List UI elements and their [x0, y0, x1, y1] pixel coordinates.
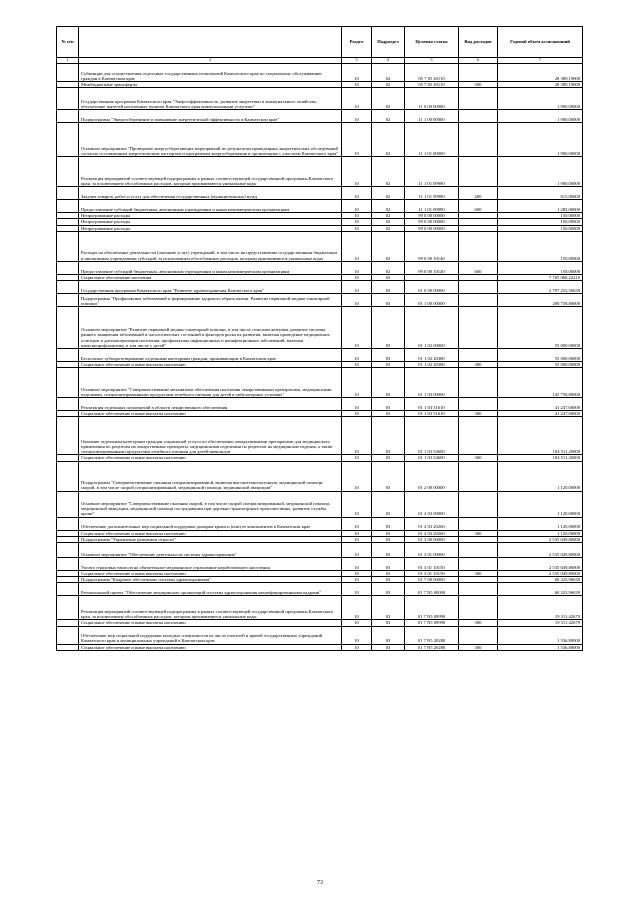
- row-target-article: 99 0 00 10140: [405, 261, 459, 274]
- row-podrazdel: 03: [372, 558, 405, 571]
- table-row: [57, 307, 583, 349]
- row-expense-type: 500: [459, 82, 498, 88]
- row-podrazdel: 02: [372, 200, 405, 213]
- row-name: Государственная программа Камчатского края "Энергоэффективность, развитие энергетики и коммунального хозяйства, обеспечение жителей населенных пунктов Камчатского края коммунальными услугами": [79, 88, 342, 110]
- row-target-article: 05 7 05 40110: [405, 64, 459, 82]
- row-name: Обеспечение дополнительных мер социальной поддержки донорам крови и (или) ее компонентов в Камчатском крае: [79, 517, 342, 530]
- row-name: Подпрограмма "Профилактика заболеваний и формирование здорового образа жизни. Развитие первичной медико-санитарной помощи": [79, 294, 342, 307]
- row-target-article: 01 3 00 00000: [405, 536, 459, 542]
- row-amount: 7 765 068,22210: [498, 274, 583, 280]
- row-razdel: 10: [342, 82, 372, 88]
- row-podrazdel: 02: [372, 88, 405, 110]
- row-target-article: 99 0 00 00000: [405, 219, 459, 225]
- row-amount: 19 311,42679: [498, 620, 583, 626]
- row-podrazdel: 03: [372, 491, 405, 517]
- row-razdel: 10: [342, 417, 372, 455]
- row-podrazdel: 02: [372, 261, 405, 274]
- row-name: Непрограммные расходы: [79, 219, 342, 225]
- row-expense-type: [459, 398, 498, 411]
- row-podrazdel: 03: [372, 281, 405, 294]
- table-row: [57, 64, 583, 82]
- row-target-article: 01 0 00 00000: [405, 281, 459, 294]
- row-name: Субвенции для осуществления отдельных государственных полномочий Камчатского края по социальному обслуживанию граждан в Камчатском крае: [79, 64, 342, 82]
- row-name: Социальное обеспечение и иные выплаты населению: [79, 530, 342, 536]
- row-num: [57, 200, 79, 213]
- row-target-article: 01 1 03 51610: [405, 398, 459, 411]
- table-row: [57, 110, 583, 123]
- row-target-article: 05 7 05 40110: [405, 82, 459, 88]
- row-expense-type: 300: [459, 644, 498, 650]
- row-target-article: 01 1 02 00000: [405, 307, 459, 349]
- row-expense-type: [459, 64, 498, 82]
- row-podrazdel: 03: [372, 543, 405, 558]
- row-name: Предоставление субсидий бюджетным, автономным учреждениям и иным некоммерческим организациям: [79, 200, 342, 213]
- row-razdel: 10: [342, 110, 372, 123]
- row-razdel: 10: [342, 644, 372, 650]
- row-target-article: 01 2 00 00000: [405, 461, 459, 491]
- row-target-article: 11 1 01 09990: [405, 187, 459, 200]
- row-podrazdel: 03: [372, 274, 405, 280]
- row-target-article: 01 1 02 20380: [405, 349, 459, 362]
- row-num: [57, 187, 79, 200]
- row-podrazdel: 03: [372, 626, 405, 644]
- row-target-article: 01 3 01 10150: [405, 571, 459, 577]
- row-podrazdel: 03: [372, 461, 405, 491]
- row-expense-type: [459, 88, 498, 110]
- header-name: [79, 27, 342, 58]
- row-podrazdel: 03: [372, 411, 405, 417]
- row-expense-type: 600: [459, 200, 498, 213]
- row-name: Подпрограмма "Энергосбережение и повышение энергетической эффективности в Камчатском крае": [79, 110, 342, 123]
- row-razdel: 10: [342, 200, 372, 213]
- row-target-article: 01 7 N5 00000: [405, 583, 459, 596]
- row-podrazdel: 03: [372, 583, 405, 596]
- row-num: [57, 644, 79, 650]
- row-target-article: 99 0 00 10140: [405, 231, 459, 261]
- row-podrazdel: 02: [372, 231, 405, 261]
- row-name: Основное мероприятие "Совершенствование механизмов обеспечения населения лекарственными препаратами, медицинскими изделиями, специализированными продуктами лечебного питания для детей в амбулаторных условиях": [79, 368, 342, 398]
- row-podrazdel: 03: [372, 362, 405, 368]
- row-amount: 145 758,80000: [498, 368, 583, 398]
- table-row: [57, 644, 583, 650]
- row-amount: 2 797 252,56639: [498, 281, 583, 294]
- row-amount: 150,00000: [498, 213, 583, 219]
- row-target-article: 11 1 01 00000: [405, 123, 459, 157]
- row-num: [57, 231, 79, 261]
- row-amount: 19 311,42679: [498, 596, 583, 620]
- row-name: Закупка товаров, работ и услуг для обеспечения государственных (муниципальных) нужд: [79, 187, 342, 200]
- table-row: [57, 231, 583, 261]
- row-name: Региональный проект "Обеспечение медицинских организаций системы здравоохранения квалифицированными кадрами": [79, 583, 342, 596]
- row-amount: 60 323,96639: [498, 577, 583, 583]
- row-amount: 41 247,60000: [498, 411, 583, 417]
- row-expense-type: [459, 110, 498, 123]
- row-num: [57, 558, 79, 571]
- row-razdel: 10: [342, 307, 372, 349]
- row-name: Основное мероприятие "Проведение энергосберегающих мероприятий по результатам проведенных энергетических обследований согласно составленным энергетическим паспортам и программам энергосбережения в организациях с участием Камчатского края": [79, 123, 342, 157]
- header-target-article: Целевая статья: [405, 27, 459, 58]
- row-podrazdel: 03: [372, 571, 405, 577]
- row-amount: 2 535 049,80000: [498, 571, 583, 577]
- table-row: [57, 417, 583, 455]
- page-number: 73: [317, 880, 323, 886]
- row-razdel: 10: [342, 577, 372, 583]
- row-name: Уплата страховых взносов на обязательное медицинское страхование неработающего населения: [79, 558, 342, 571]
- row-num: [57, 596, 79, 620]
- row-num: [57, 294, 79, 307]
- table-row: [57, 281, 583, 294]
- row-target-article: 01 1 03 54600: [405, 455, 459, 461]
- row-amount: 150,00000: [498, 261, 583, 274]
- row-amount: 1 536,80000: [498, 644, 583, 650]
- table-row: [57, 200, 583, 213]
- row-amount: 150,00000: [498, 225, 583, 231]
- row-target-article: 99 0 00 00000: [405, 225, 459, 231]
- row-amount: 2 535 049,80000: [498, 536, 583, 542]
- row-podrazdel: 03: [372, 644, 405, 650]
- table-row: [57, 517, 583, 530]
- table-row: [57, 491, 583, 517]
- row-amount: 55 000,00000: [498, 307, 583, 349]
- row-name: Непрограммные расходы: [79, 225, 342, 231]
- row-num: [57, 583, 79, 596]
- row-num: [57, 88, 79, 110]
- header-annual-amount: Годовой объем ассигнований: [498, 27, 583, 58]
- table-row: [57, 157, 583, 187]
- row-podrazdel: 03: [372, 294, 405, 307]
- row-target-article: 01 7 N5 09990: [405, 620, 459, 626]
- row-razdel: 10: [342, 530, 372, 536]
- row-expense-type: [459, 281, 498, 294]
- row-razdel: 10: [342, 543, 372, 558]
- row-name: Реализация мероприятий соответствующей подпрограммы в рамках соответствующей государственной программы Камчатского края, за исключением обособленных расходов, которым присваиваются уникальные коды: [79, 596, 342, 620]
- row-podrazdel: 02: [372, 187, 405, 200]
- header-row: [57, 27, 583, 58]
- row-name: Предоставление субсидий бюджетным, автономным учреждениям и иным некоммерческим организациям: [79, 261, 342, 274]
- row-target-article: 01 3 01 10150: [405, 558, 459, 571]
- row-target-article: 01 1 03 54600: [405, 417, 459, 455]
- row-num: [57, 461, 79, 491]
- row-target-article: 01 2 03 20260: [405, 530, 459, 536]
- row-name: Оказание отдельным категориям граждан социальной услуги по обеспечению лекарственными препаратами для медицинского применения по рецептам на лекарственные препараты, медицинскими изделиями по рецептам на медицинские изделия, а также специализированными продуктами лечебного питания для детей-инвалидов: [79, 417, 342, 455]
- row-num: [57, 281, 79, 294]
- row-name: Подпрограмма "Кадровое обеспечение системы здравоохранения": [79, 577, 342, 583]
- row-amount: 28 389,19000: [498, 64, 583, 82]
- column-number: 5: [405, 58, 459, 64]
- row-podrazdel: 03: [372, 455, 405, 461]
- table-row: [57, 398, 583, 411]
- row-podrazdel: 02: [372, 64, 405, 82]
- row-podrazdel: 02: [372, 157, 405, 187]
- row-target-article: 01 1 02 20380: [405, 362, 459, 368]
- row-target-article: 11 1 01 09990: [405, 157, 459, 187]
- row-target-article: 01 7 00 00000: [405, 577, 459, 583]
- row-podrazdel: 03: [372, 536, 405, 542]
- row-podrazdel: 02: [372, 225, 405, 231]
- row-expense-type: 300: [459, 571, 498, 577]
- row-amount: 1 900,00000: [498, 110, 583, 123]
- table-row: [57, 558, 583, 571]
- table-row: [57, 583, 583, 596]
- row-razdel: 10: [342, 64, 372, 82]
- row-podrazdel: 02: [372, 82, 405, 88]
- row-amount: 1 285,00000: [498, 200, 583, 213]
- row-expense-type: [459, 626, 498, 644]
- row-amount: 2 535 049,80000: [498, 543, 583, 558]
- row-razdel: 10: [342, 123, 372, 157]
- row-amount: 2 535 049,80000: [498, 558, 583, 571]
- row-razdel: 10: [342, 626, 372, 644]
- row-razdel: 10: [342, 274, 372, 280]
- row-expense-type: 300: [459, 455, 498, 461]
- row-name: Реализация мероприятий соответствующей подпрограммы в рамках соответствующей государственной программы Камчатского края, за исключением обособленных расходов, которым присваиваются уникальные коды: [79, 157, 342, 187]
- row-podrazdel: 02: [372, 110, 405, 123]
- row-num: [57, 157, 79, 187]
- row-target-article: 11 1 01 09990: [405, 200, 459, 213]
- row-target-article: 01 2 03 00000: [405, 491, 459, 517]
- column-number: 4: [372, 58, 405, 64]
- row-podrazdel: 03: [372, 368, 405, 398]
- row-target-article: 01 7 N5 20280: [405, 644, 459, 650]
- row-num: [57, 398, 79, 411]
- row-podrazdel: 03: [372, 307, 405, 349]
- row-expense-type: [459, 368, 498, 398]
- row-razdel: 10: [342, 261, 372, 274]
- row-amount: 200 758,80000: [498, 294, 583, 307]
- row-num: [57, 123, 79, 157]
- row-name: Реализация отдельных полномочий в области лекарственного обеспечения: [79, 398, 342, 411]
- row-name: Основное мероприятие "Развитие первичной медико-санитарной помощи, в том числе сельским жителям, развитие системы раннего выявления заболеваний и патологических состояний и факторов риска их развития, включая проведение медицинских осмотров и диспансеризации населения, профилактика инфекционных и неинфекционных заболеваний, включая иммунопрофилактику, в том числе у детей": [79, 307, 342, 349]
- row-razdel: 10: [342, 583, 372, 596]
- table-row: [57, 349, 583, 362]
- row-amount: 1 900,00000: [498, 88, 583, 110]
- column-number: 3: [342, 58, 372, 64]
- row-razdel: 10: [342, 231, 372, 261]
- budget-table-page: [56, 26, 582, 651]
- row-amount: 55 000,00000: [498, 362, 583, 368]
- row-name: Социальное обеспечение и иные выплаты населению: [79, 411, 342, 417]
- row-expense-type: 300: [459, 620, 498, 626]
- row-razdel: 10: [342, 398, 372, 411]
- table-row: [57, 543, 583, 558]
- row-razdel: 10: [342, 362, 372, 368]
- header-podrazdel: Подраздел: [372, 27, 405, 58]
- row-target-article: 01 7 N5 20280: [405, 626, 459, 644]
- row-expense-type: 200: [459, 187, 498, 200]
- row-podrazdel: 02: [372, 219, 405, 225]
- row-amount: 1 536,80000: [498, 626, 583, 644]
- row-amount: 1 120,00000: [498, 461, 583, 491]
- row-expense-type: [459, 491, 498, 517]
- row-razdel: 10: [342, 536, 372, 542]
- table-row: [57, 294, 583, 307]
- row-name: Социальное обеспечение и иные выплаты населению: [79, 571, 342, 577]
- row-num: [57, 110, 79, 123]
- row-name: Социальное обеспечение и иные выплаты населению: [79, 644, 342, 650]
- row-razdel: 10: [342, 411, 372, 417]
- row-podrazdel: 03: [372, 530, 405, 536]
- column-number: 7: [498, 58, 583, 64]
- row-num: [57, 517, 79, 530]
- table-row: [57, 461, 583, 491]
- row-razdel: 10: [342, 620, 372, 626]
- row-razdel: 10: [342, 368, 372, 398]
- row-razdel: 10: [342, 491, 372, 517]
- row-num: [57, 491, 79, 517]
- row-name: Социальное обеспечение населения: [79, 274, 342, 280]
- row-name: Бесплатное зубопротезирование отдельным категориям граждан, проживающим в Камчатском крае: [79, 349, 342, 362]
- row-target-article: 01 3 01 00000: [405, 543, 459, 558]
- header-razdel: Раздел: [342, 27, 372, 58]
- row-num: [57, 626, 79, 644]
- table-row: [57, 368, 583, 398]
- row-amount: 60 323,96639: [498, 583, 583, 596]
- row-podrazdel: 02: [372, 213, 405, 219]
- row-expense-type: [459, 461, 498, 491]
- row-expense-type: [459, 123, 498, 157]
- row-target-article: 01 1 00 00000: [405, 294, 459, 307]
- row-expense-type: [459, 543, 498, 558]
- row-expense-type: 300: [459, 362, 498, 368]
- budget-table: [56, 26, 583, 651]
- row-name: Непрограммные расходы: [79, 213, 342, 219]
- column-number: 1: [57, 58, 79, 64]
- row-expense-type: 300: [459, 411, 498, 417]
- row-podrazdel: 03: [372, 596, 405, 620]
- row-amount: 1 900,00000: [498, 157, 583, 187]
- row-expense-type: [459, 294, 498, 307]
- row-num: [57, 368, 79, 398]
- row-expense-type: [459, 231, 498, 261]
- row-expense-type: [459, 417, 498, 455]
- row-razdel: 10: [342, 571, 372, 577]
- row-amount: 150,00000: [498, 219, 583, 225]
- row-name: Подпрограмма "Управление развитием отрасли": [79, 536, 342, 542]
- table-row: [57, 596, 583, 620]
- row-num: [57, 417, 79, 455]
- header-expense-type: Вид расходов: [459, 27, 498, 58]
- row-razdel: 10: [342, 455, 372, 461]
- row-expense-type: 300: [459, 530, 498, 536]
- row-target-article: 99 0 00 00000: [405, 213, 459, 219]
- row-razdel: 10: [342, 225, 372, 231]
- row-razdel: 10: [342, 213, 372, 219]
- row-razdel: 10: [342, 88, 372, 110]
- row-podrazdel: 03: [372, 398, 405, 411]
- row-name: Социальное обеспечение и иные выплаты населению: [79, 362, 342, 368]
- row-expense-type: [459, 558, 498, 571]
- row-razdel: 10: [342, 187, 372, 200]
- row-podrazdel: 02: [372, 123, 405, 157]
- table-body: [57, 64, 583, 651]
- row-razdel: 10: [342, 281, 372, 294]
- row-target-article: 01 7 N5 09990: [405, 596, 459, 620]
- row-num: [57, 64, 79, 82]
- row-amount: 1 120,00000: [498, 517, 583, 530]
- row-num: [57, 349, 79, 362]
- row-num: [57, 543, 79, 558]
- row-target-article: 01 2 03 20260: [405, 517, 459, 530]
- row-num: [57, 261, 79, 274]
- row-podrazdel: 03: [372, 417, 405, 455]
- row-expense-type: [459, 349, 498, 362]
- row-expense-type: 600: [459, 261, 498, 274]
- table-row: [57, 88, 583, 110]
- row-expense-type: [459, 517, 498, 530]
- row-target-article: 01 1 03 00000: [405, 368, 459, 398]
- row-amount: 55 000,00000: [498, 349, 583, 362]
- row-name: Государственная программа Камчатского края "Развитие здравоохранения Камчатского края": [79, 281, 342, 294]
- column-number: 2: [79, 58, 342, 64]
- row-podrazdel: 03: [372, 517, 405, 530]
- row-target-article: 11 1 00 00000: [405, 110, 459, 123]
- row-expense-type: [459, 596, 498, 620]
- row-expense-type: [459, 157, 498, 187]
- row-razdel: 10: [342, 517, 372, 530]
- row-razdel: 10: [342, 294, 372, 307]
- row-razdel: 10: [342, 461, 372, 491]
- row-num: [57, 307, 79, 349]
- table-row: [57, 261, 583, 274]
- row-name: Обеспечение мер социальной поддержки молодых специалистов из числа учителей и врачей государственных учреждений Камчатского края и муниципальных учреждений в Камчатском крае: [79, 626, 342, 644]
- row-amount: 1 120,00000: [498, 491, 583, 517]
- header-num: № п/п: [57, 27, 79, 58]
- table-row: [57, 187, 583, 200]
- row-amount: 41 247,60000: [498, 398, 583, 411]
- row-name: Социальное обеспечение и иные выплаты населению: [79, 620, 342, 626]
- row-amount: 1 120,00000: [498, 530, 583, 536]
- row-target-article: 01 1 03 51610: [405, 411, 459, 417]
- table-row: [57, 123, 583, 157]
- row-target-article: 11 0 00 00000: [405, 88, 459, 110]
- row-name: Основное мероприятие "Обеспечение деятельности системы здравоохранения": [79, 543, 342, 558]
- row-razdel: 10: [342, 349, 372, 362]
- row-amount: 150,00000: [498, 231, 583, 261]
- row-amount: 28 389,19000: [498, 82, 583, 88]
- row-podrazdel: 03: [372, 349, 405, 362]
- row-amount: 104 511,20000: [498, 417, 583, 455]
- row-name: Подпрограмма "Совершенствование оказания специализированной, включая высокотехнологичную, медицинской помощи, скорой, в том числе скорой специализированной, медицинской помощи, медицинской эвакуации": [79, 461, 342, 491]
- row-name: Социальное обеспечение и иные выплаты населению: [79, 455, 342, 461]
- row-amount: 104 511,20000: [498, 455, 583, 461]
- row-name: Межбюджетные трансферты: [79, 82, 342, 88]
- row-razdel: 10: [342, 157, 372, 187]
- row-expense-type: [459, 307, 498, 349]
- row-name: Расходы на обеспечение деятельности (оказание услуг) учреждений, в том числе на предоставление государственным бюджетным и автономным учреждениям субсидий, за исключением обособленных расходов, которым присваиваются уникальные коды: [79, 231, 342, 261]
- column-number: 6: [459, 58, 498, 64]
- row-name: Основное мероприятие "Совершенствование оказания скорой, в том числе скорой специализированной, медицинской помощи, медицинской эвакуации, медицинской помощи пострадавшим при дорожно-транспортных происшествиях, развитие службы крови": [79, 491, 342, 517]
- row-amount: 615,00000: [498, 187, 583, 200]
- table-row: [57, 626, 583, 644]
- row-expense-type: [459, 583, 498, 596]
- row-razdel: 10: [342, 596, 372, 620]
- row-podrazdel: 03: [372, 577, 405, 583]
- row-razdel: 10: [342, 558, 372, 571]
- row-amount: 1 900,00000: [498, 123, 583, 157]
- row-razdel: 10: [342, 219, 372, 225]
- row-podrazdel: 03: [372, 620, 405, 626]
